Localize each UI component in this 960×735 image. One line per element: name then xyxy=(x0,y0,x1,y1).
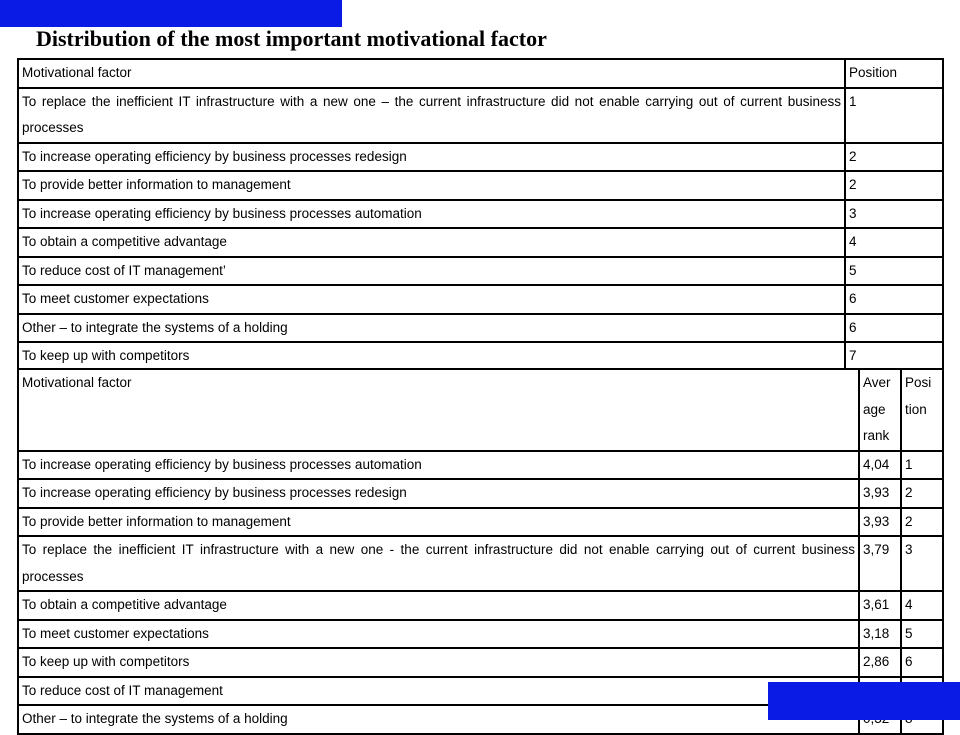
position-table xyxy=(17,58,944,372)
position-cell: 1 xyxy=(901,451,943,480)
header-motivational-factor: Motivational factor xyxy=(18,59,845,88)
header-motivational-factor: Motivational factor xyxy=(18,369,859,451)
position-cell: 2 xyxy=(845,171,943,200)
factor-cell: Other – to integrate the systems of a holding xyxy=(18,314,845,343)
table-row xyxy=(18,314,943,343)
position-cell: 1 xyxy=(845,88,943,143)
position-cell: 3 xyxy=(845,200,943,229)
table-header-row xyxy=(18,369,943,451)
average-rank-cell: 3,79 xyxy=(859,536,901,591)
factor-cell: To meet customer expectations xyxy=(18,285,845,314)
table-row xyxy=(18,88,943,143)
average-rank-cell: 2,86 xyxy=(859,648,901,677)
factor-cell: To increase operating efficiency by business processes redesign xyxy=(18,479,859,508)
factor-cell: To reduce cost of IT management xyxy=(18,677,859,706)
average-rank-cell: 3,18 xyxy=(859,620,901,649)
position-cell: 4 xyxy=(901,591,943,620)
position-cell: 2 xyxy=(901,508,943,537)
position-cell: 2 xyxy=(901,479,943,508)
table-row xyxy=(18,257,943,286)
table-row xyxy=(18,508,943,537)
page-title: Distribution of the most important motivational factor xyxy=(36,26,547,51)
table-row xyxy=(18,620,943,649)
position-cell: 3 xyxy=(901,536,943,591)
average-rank-cell: 3,93 xyxy=(859,508,901,537)
average-rank-cell: 3,93 xyxy=(859,479,901,508)
factor-cell: To obtain a competitive advantage xyxy=(18,591,859,620)
factor-cell: To replace the inefficient IT infrastructure with a new one - the current infrastructure did not enable carrying out of current business processes xyxy=(18,536,859,591)
table-header-row xyxy=(18,59,943,88)
factor-cell: To increase operating efficiency by business processes redesign xyxy=(18,143,845,172)
header-position: Posi tion xyxy=(901,369,943,451)
factor-cell: Other – to integrate the systems of a holding xyxy=(18,705,859,734)
table-row xyxy=(18,143,943,172)
table-row xyxy=(18,479,943,508)
factor-cell: To provide better information to management xyxy=(18,171,845,200)
table-row xyxy=(18,451,943,480)
table-row xyxy=(18,591,943,620)
factor-cell: To provide better information to management xyxy=(18,508,859,537)
average-rank-cell: 4,04 xyxy=(859,451,901,480)
position-cell: 5 xyxy=(845,257,943,286)
factor-cell: To replace the inefficient IT infrastructure with a new one – the current infrastructure did not enable carrying out of current business processes xyxy=(18,88,845,143)
position-cell: 6 xyxy=(845,314,943,343)
header-position: Position xyxy=(845,59,943,88)
position-cell: 6 xyxy=(901,648,943,677)
table-row xyxy=(18,648,943,677)
table-row xyxy=(18,200,943,229)
top-accent-bar xyxy=(0,0,342,27)
factor-cell: To keep up with competitors xyxy=(18,648,859,677)
factor-cell: To keep up with competitors xyxy=(18,342,845,371)
factor-cell: To reduce cost of IT management’ xyxy=(18,257,845,286)
position-cell: 2 xyxy=(845,143,943,172)
factor-cell: To meet customer expectations xyxy=(18,620,859,649)
table-row xyxy=(18,342,943,371)
position-cell: 4 xyxy=(845,228,943,257)
position-cell: 7 xyxy=(845,342,943,371)
average-rank-table xyxy=(17,368,944,735)
position-cell: 6 xyxy=(845,285,943,314)
average-rank-cell: 3,61 xyxy=(859,591,901,620)
bottom-accent-bar xyxy=(768,682,960,720)
position-cell: 5 xyxy=(901,620,943,649)
table-row xyxy=(18,536,943,591)
table-row xyxy=(18,285,943,314)
header-average-rank: Aver age rank xyxy=(859,369,901,451)
factor-cell: To increase operating efficiency by business processes automation xyxy=(18,451,859,480)
table-row xyxy=(18,171,943,200)
factor-cell: To increase operating efficiency by business processes automation xyxy=(18,200,845,229)
factor-cell: To obtain a competitive advantage xyxy=(18,228,845,257)
table-row xyxy=(18,228,943,257)
